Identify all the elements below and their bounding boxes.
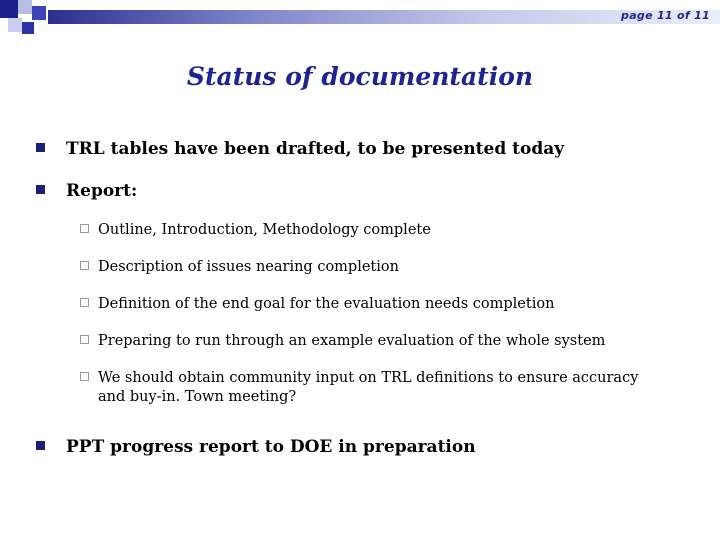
decorative-square [0,0,18,18]
decorative-square [22,22,34,34]
sub-bullet-text: We should obtain community input on TRL definitions to ensure accuracy and buy-in. Town meeting? [98,370,639,405]
hollow-square-bullet-icon [80,261,89,270]
hollow-square-bullet-icon [80,224,89,233]
sub-bullet-text: Definition of the end goal for the evaluation needs completion [98,296,555,312]
sub-bullet-text: Preparing to run through an example evaluation of the whole system [98,333,606,349]
sub-bullet-item [98,258,698,277]
sub-bullet-text: Description of issues nearing completion [98,259,399,275]
hollow-square-bullet-icon [80,335,89,344]
hollow-square-bullet-icon [80,372,89,381]
decorative-square [32,6,46,20]
sub-bullet-text: Outline, Introduction, Methodology complete [98,222,431,238]
decorative-square [18,0,32,14]
hollow-square-bullet-icon [80,298,89,307]
page-number: page 11 of 11 [621,9,710,22]
bullet-text: TRL tables have been drafted, to be presented today [66,139,565,159]
sub-bullet-item [98,295,698,314]
bullet-item [66,139,564,159]
bullet-item [66,437,476,457]
sub-bullet-item [98,221,698,240]
sub-bullet-item [98,332,698,351]
header-gradient-bar [48,10,720,24]
square-bullet-icon [36,441,45,450]
sub-bullet-item [98,369,658,407]
bullet-text: PPT progress report to DOE in preparation [66,437,476,457]
bullet-text: Report: [66,181,138,201]
square-bullet-icon [36,143,45,152]
square-bullet-icon [36,185,45,194]
decorative-square [8,18,22,32]
bullet-item [66,181,137,201]
slide-title: Status of documentation [186,62,534,91]
